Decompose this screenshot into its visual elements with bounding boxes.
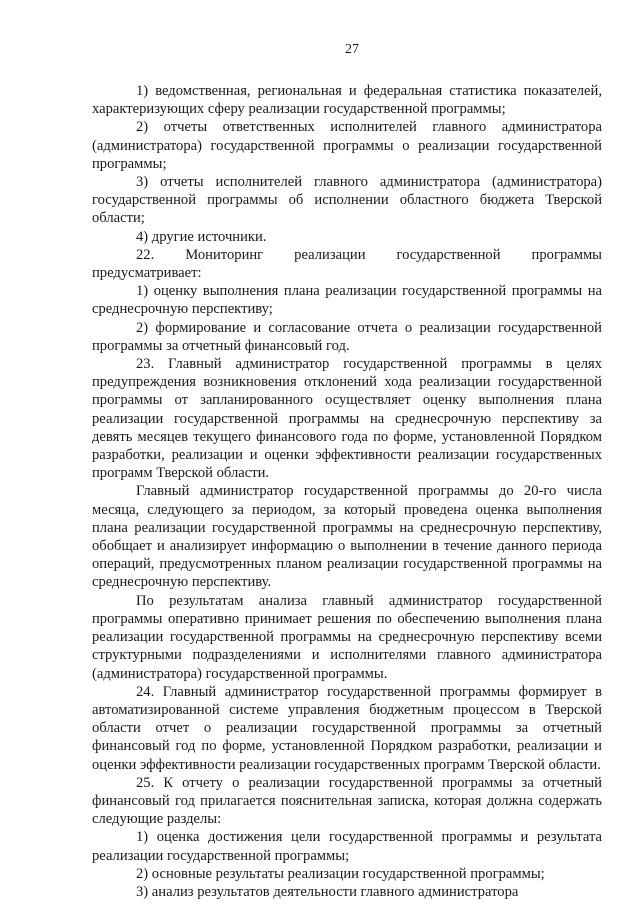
paragraph-10: По результатам анализа главный администратор государственной программы оперативно принимает решения по обеспечению выполнения плана реализации государственной программы на среднесрочную перспективу всеми структурными подразделениями и исполнителями главного администратора (администратора) государственной программы. <box>92 592 602 682</box>
paragraph-6: 1) оценку выполнения плана реализации государственной программы на среднесрочную перспективу; <box>92 283 602 318</box>
paragraph-3: 3) отчеты исполнителей главного администратора (администратора) государственной программы об исполнении областного бюджета Тверской области; <box>92 174 602 227</box>
paragraph-11: 24. Главный администратор государственной программы формирует в автоматизированной системе управления бюджетным процессом в Тверской области отчет о реализации государственной программы за отчетный финансовый год по форме, установленной Порядком разработки, реализации и оценки эффективности реализации государственных программ Тверской области. <box>92 683 602 773</box>
page-number: 27 <box>345 42 359 57</box>
paragraph-7: 2) формирование и согласование отчета о реализации государственной программы за отчетный финансовый год. <box>92 319 602 354</box>
paragraph-12: 25. К отчету о реализации государственной программы за отчетный финансовый год прилагается пояснительная записка, которая должна содержать следующие разделы: <box>92 774 602 828</box>
paragraph-2: 2) отчеты ответственных исполнителей главного администратора (администратора) государственной программы о реализации государственной программы; <box>92 119 602 172</box>
paragraph-1: 1) ведомственная, региональная и федеральная статистика показателей, характеризующих сферу реализации государственной программы; <box>92 83 602 118</box>
paragraph-13: 1) оценка достижения цели государственной программы и результата реализации государственной программы; <box>92 829 602 864</box>
paragraph-8: 23. Главный администратор государственной программы в целях предупреждения возникновения отклонений хода реализации государственной программы от запланированного осуществляет оценку выполнения плана реализации государственной программы на среднесрочную перспективу за девять месяцев текущего финансового года по форме, установленной Порядком разработки, реализации и оценки эффективности реализации государственных программ Тверской области. <box>92 356 602 482</box>
paragraph-15: 3) анализ результатов деятельности главного администратора <box>136 883 519 900</box>
paragraph-9: Главный администратор государственной программы до 20-го числа месяца, следующего за периодом, за который проведена оценка выполнения плана реализации государственной программы на среднесрочную перспективу, обобщает и анализирует информацию о выполнении в течение данного периода операций, предусмотренных планом реализации государственной программы на среднесрочную перспективу. <box>92 483 602 591</box>
paragraph-14: 2) основные результаты реализации государственной программы; <box>136 865 545 882</box>
paragraph-5: 22. Мониторинг реализации государственной программы предусматривает: <box>92 246 602 282</box>
paragraph-4: 4) другие источники. <box>136 228 267 245</box>
